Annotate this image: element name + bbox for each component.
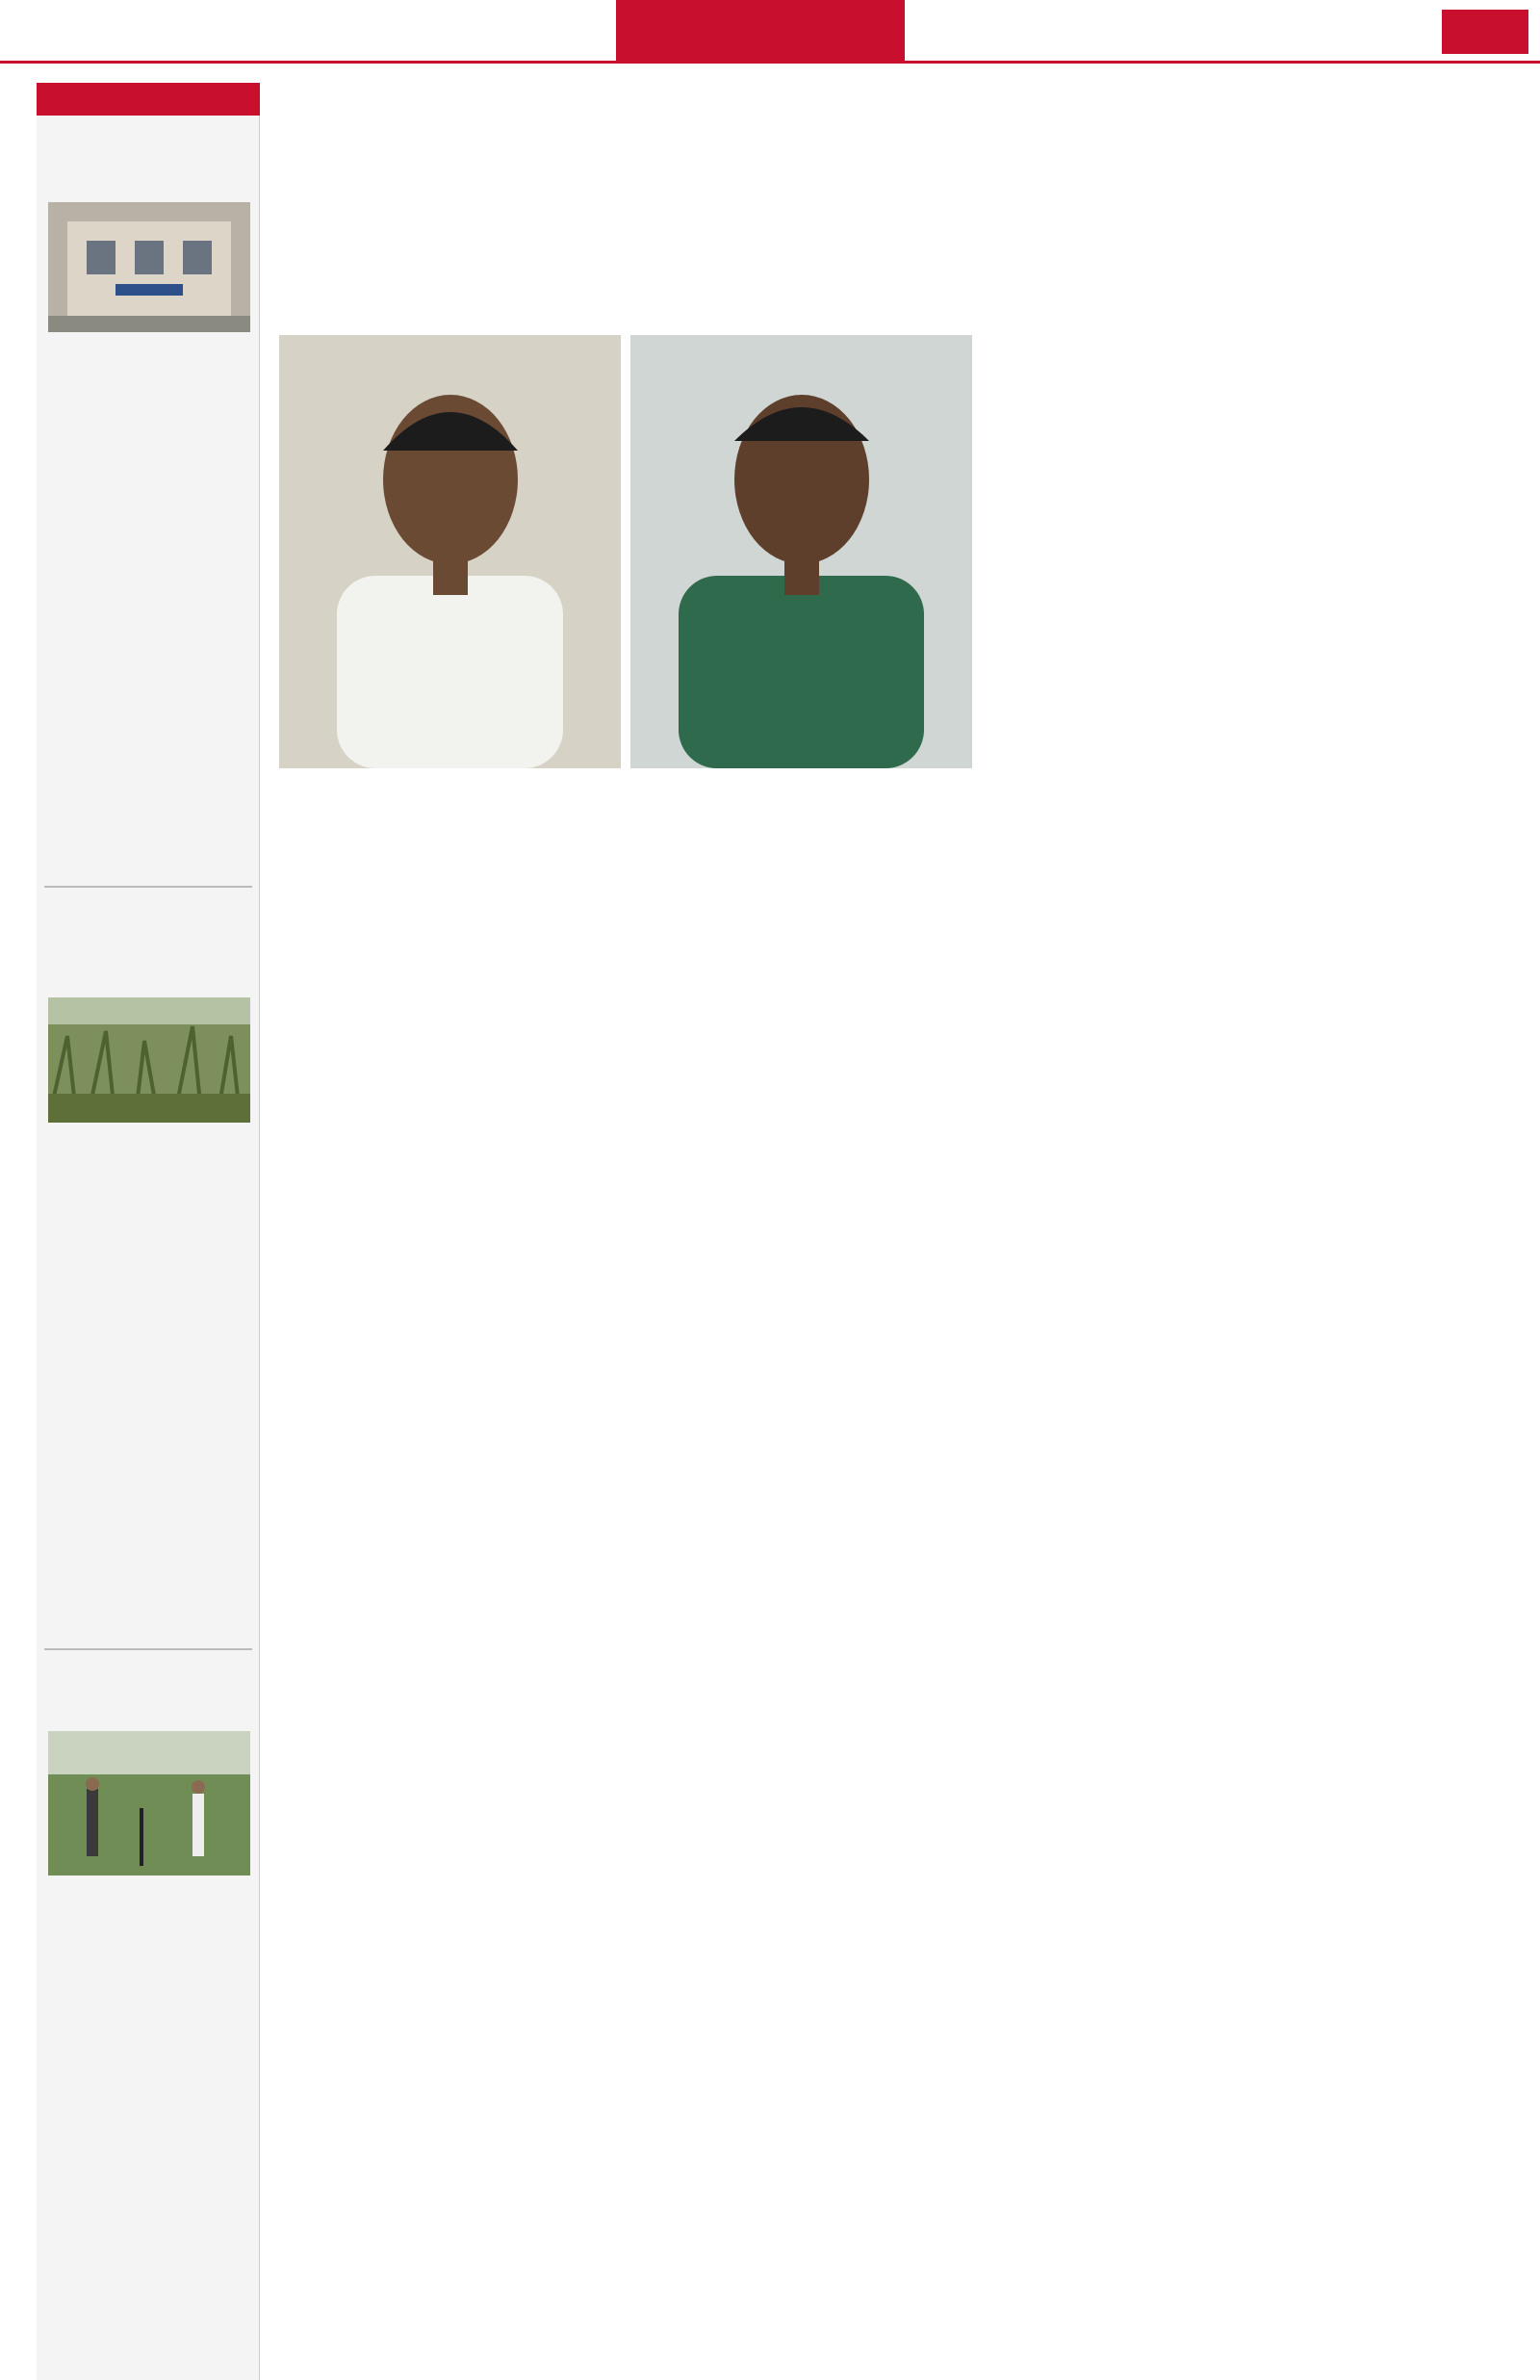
brief2-body3 [44, 1469, 252, 1648]
brief2-body2 [44, 1323, 252, 1467]
newspaper-logo [8, 6, 239, 56]
brief1-body2 [44, 589, 252, 882]
story1-marker [984, 335, 985, 336]
story1-kicker [279, 87, 1530, 121]
brief3-title [44, 1654, 252, 1720]
brief1-photo [48, 202, 250, 332]
brief1-subtitle [44, 162, 252, 191]
section-label [616, 0, 905, 64]
sidebar-divider [44, 886, 252, 888]
brief3-photo [48, 1731, 250, 1876]
story1-photo-right [630, 335, 972, 768]
story1-photo-left [279, 335, 621, 768]
brief2-photo [48, 997, 250, 1123]
story1-headline [279, 129, 1530, 196]
brief1-title [44, 121, 252, 160]
story1-headline-2 [279, 202, 1530, 270]
brief3-body [44, 1881, 252, 2372]
page-number [1442, 10, 1528, 54]
brief2-title [44, 893, 252, 957]
dateline [1030, 13, 1434, 50]
story1-col2 [984, 337, 1249, 722]
story1-col3 [1261, 337, 1530, 722]
sidebar-divider [44, 1648, 252, 1650]
sidebar-header [37, 83, 260, 116]
brief1-body [44, 339, 252, 587]
brief2-body [44, 1128, 252, 1321]
brief2-subtitle [44, 961, 252, 990]
